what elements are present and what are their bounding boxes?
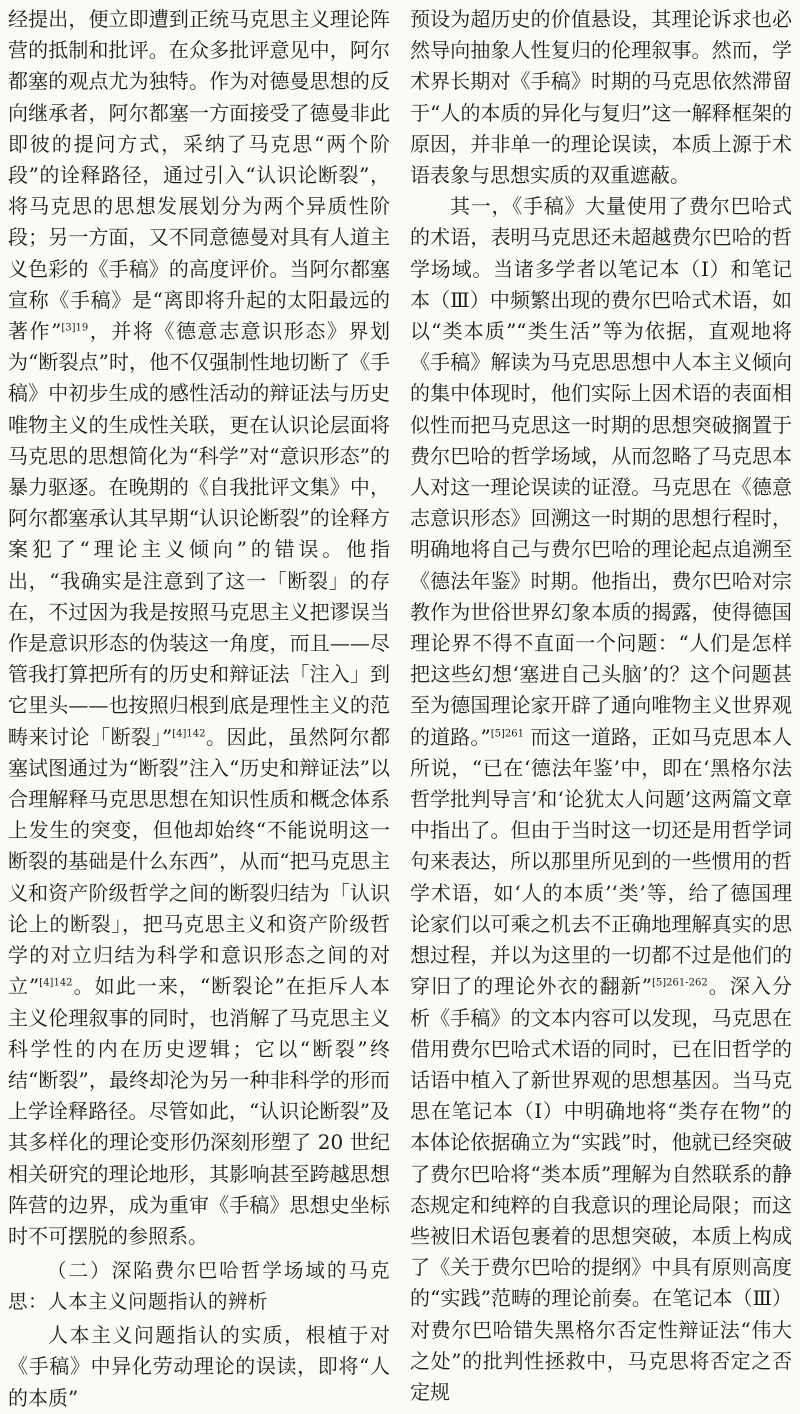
citation: [3]19 — [61, 322, 89, 334]
citation: [4]142 — [39, 977, 73, 989]
text-span: 经提出，便立即遭到正统马克思主义理论阵营的抵制和批评。在众多批评意见中，阿尔都塞的观点尤为独特。作为对德曼思想的反向继承者，阿尔都塞一方面接受了德曼非此即彼的提问方式，采纳了马克思“两个阶段”的诠释路径，通过引入“认识论断裂”，将马克思的思想发展划分为两个异质性阶段；另一方面，又不同意德曼对具有人道主义色彩的《手稿》的高度评价。当阿尔都塞宣称《手稿》是“离即将升起的太阳最远的著作” — [8, 7, 390, 344]
text-span: 而这一道路，正如马克思本人所说，“已在‘德法年鉴’中，即在‘黑格尔法哲学批判导言’和‘论犹太人问题’这两篇文章中指出了。但由于当时这一切还是用哲学词句来表达，所以那里所见到的一些惯用的哲学术语，如‘人的本质’‘类’等，给了德国理论家们以可乘之机去不正确地理解真实的思想过程，并以为这里的一切都不过是他们的穿旧了的理论外衣的翻新” — [410, 724, 792, 999]
citation: [5]261 — [490, 728, 524, 740]
body-paragraph: 人本主义问题指认的实质，根植于对《手稿》中异化劳动理论的误读，即将“人的本质” — [8, 1323, 390, 1410]
body-paragraph — [410, 191, 792, 1408]
text-span: ，并将《德意志意识形态》界划为“断裂点”时，他不仅强制性地切断了《手稿》中初步生成的感性活动的辩证法与历史唯物主义的生成性关联，更在认识论层面将马克思的思想简化为“科学”对“意识形态”的暴力驱逐。在晚期的《自我批评文集》中，阿尔都塞承认其早期“认识论断裂”的诠释方案犯了“理论主义倾向”的错误。他指出，“我确实是注意到了这一「断裂」的存在，不过因为我是按照马克思主义把谬误当作是意识形态的伪装这一角度，而且——尽管我打算把所有的历史和辩证法「注入」到它里头——也按照归根到底是理性主义的范畴来讨论「断裂」” — [8, 319, 390, 749]
text-span: 。因此，虽然阿尔都塞试图通过为“断裂”注入“历史和辩证法”以合理解释马克思思想在知识性质和概念体系上发生的突变，但他却始终“不能说明这一断裂的基础是什么东西”，从而“把马克思主义和资产阶级哲学之间的断裂归结为「认识论上的断裂」，把马克思主义和资产阶级哲学的对立归结为科学和意识形态之间的对立” — [8, 724, 390, 999]
text-span: 其一，《手稿》大量使用了费尔巴哈式的术语，表明马克思还未超越费尔巴哈的哲学场域。当诸多学者以笔记本（Ⅰ）和笔记本（Ⅲ）中频繁出现的费尔巴哈式术语，如以“类本质”“类生活”等为依据，直观地将《手稿》解读为马克思思想中人本主义倾向的集中体现时，他们实际上因术语的表面相似性而把马克思这一时期的思想突破搁置于费尔巴哈的哲学场域，从而忽略了马克思本人对这一理论误读的证澄。马克思在《德意志意识形态》回溯这一时期的思想行程时，明确地将自己与费尔巴哈的理论起点追溯至《德法年鉴》时期。他指出，费尔巴哈对宗教作为世俗世界幻象本质的揭露，使得德国理论界不得不直面一个问题：“人们是怎样把这些幻想‘塞进自己头脑’的？这个问题甚至为德国理论家开辟了通向唯物主义世界观的道路。” — [410, 194, 792, 749]
text-span: 。如此一来，“断裂论”在拒斥人本主义伦理叙事的同时，也消解了马克思主义科学性的内在历史逻辑；它以“断裂”终结“断裂”，最终却沦为另一种非科学的形而上学诠释路径。尽管如此，“认识论断裂”及其多样化的理论变形仍深刻形塑了 20 世纪相关研究的理论地形，其影响甚至跨越思想阵营的边界，成为重审《手稿》思想史坐标时不可摆脱的参照系。 — [8, 974, 390, 1248]
citation: [5]261-262 — [652, 977, 708, 989]
right-column — [410, 4, 792, 1404]
section-heading: （二）深陷费尔巴哈哲学场域的马克思：人本主义问题指认的辨析 — [8, 1259, 390, 1314]
body-paragraph: 预设为超历史的价值悬设，其理论诉求也必然导向抽象人性复归的伦理叙事。然而，学术界长期对《手稿》时期的马克思依然滞留于“人的本质的异化与复归”这一解释框架的原因，并非单一的理论误读，本质上源于术语表象与思想实质的双重遮蔽。 — [410, 7, 792, 188]
body-paragraph — [8, 4, 390, 1252]
left-column — [8, 4, 390, 1410]
citation: [4]142 — [172, 728, 206, 740]
text-span: 。深入分析《手稿》的文本内容可以发现，马克思在借用费尔巴哈式术语的同时，已在旧哲学的话语中植入了新世界观的思想基因。当马克思在笔记本（Ⅰ）中明确地将“类存在物”的本体论依据确立为“实践”时，他就已经突破了费尔巴哈将“类本质”理解为自然联系的静态规定和纯粹的自我意识的理论局限；而这些被旧术语包裹着的思想突破，本质上构成了《关于费尔巴哈的提纲》中具有原则高度的“实践”范畴的理论前奏。在笔记本（Ⅲ）对费尔巴哈错失黑格尔否定性辩证法“伟大之处”的批判性拯救中，马克思将否定之否定规 — [410, 974, 792, 1404]
